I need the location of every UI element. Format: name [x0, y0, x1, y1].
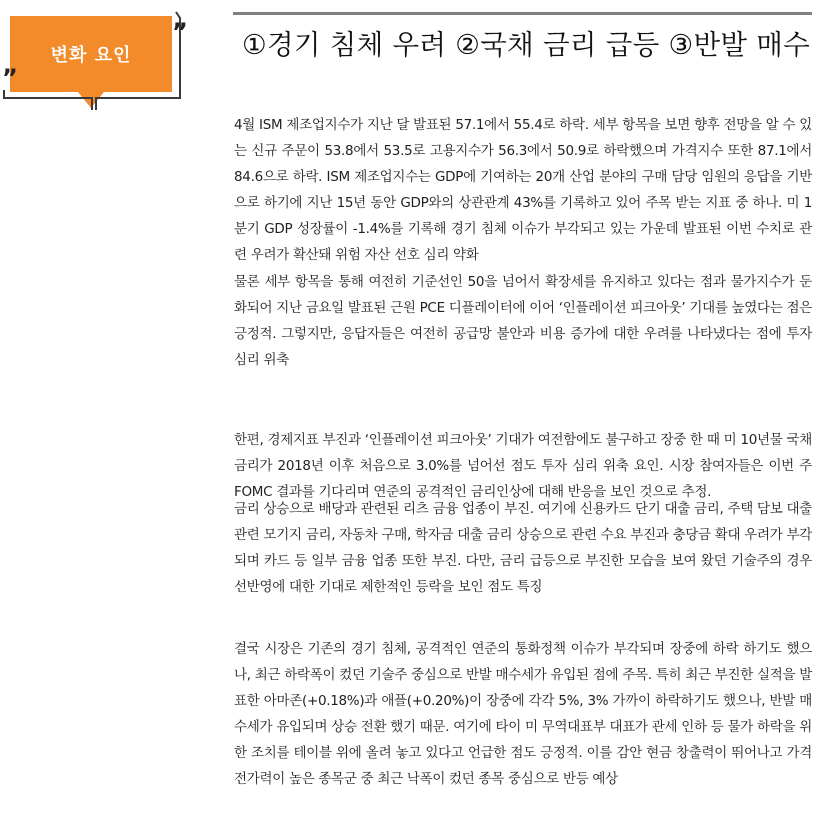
- callout-label: 변화 요인: [50, 45, 132, 66]
- close-quote-icon: ”: [172, 18, 188, 46]
- open-quote-icon: ”: [2, 64, 18, 92]
- paragraph-sentiment: 물론 세부 항목을 통해 여전히 기준선인 50을 넘어서 확장세를 유지하고 있다는 점과 물가지수가 둔화되어 지난 금요일 발표된 근원 PCE 디플레이터에 이어 ‘인플레이션 피크아웃’ 기대를 높였다는 점은 긍정적. 그렇지만, 응답자들은 여전히 공급망 불안과 비용 증가에 대한 우려를 나타냈다는 점에 투자 심리 위축: [234, 274, 812, 368]
- paragraph-rebound: 결국 시장은 기존의 경기 침체, 공격적인 연준의 통화정책 이슈가 부각되며 장중에 하락 하기도 했으나, 최근 하락폭이 컸던 기술주 중심으로 반발 매수세가 유입된 점에 주목. 특히 최근 부진한 실적을 발표한 아마존(+0.18%)과 애플(+0.20%)이 장중에 각각 5%, 3% 가까이 하락하기도 했으나, 반발 매수세가 유입되며 상승 전환 했기 때문. 여기에 타이 미 무역대표부 대표가 관세 인하 등 물가 하락을 위한 조치를 테이블 위에 올려 놓고 있다고 언급한 점도 긍정적. 이를 감안 현금 창출력이 뛰어나고 가격 전가력이 높은 종목군 중 최근 낙폭이 컸던 종목 중심으로 반등 예상: [234, 641, 812, 787]
- paragraph-ism: 4월 ISM 제조업지수가 지난 달 발표된 57.1에서 55.4로 하락. 세부 항목을 보면 향후 전망을 알 수 있는 신규 주문이 53.8에서 53.5로 고용지수가 56.3에서 50.9로 하락했으며 가격지수 또한 87.1에서 84.6으로 하락. ISM 제조업지수는 GDP에 기여하는 20개 산업 분야의 구매 담당 임원의 응답을 기반으로 하기에 지난 15년 동안 GDP와의 상관관계 43%를 기록하고 있어 주목 받는 지표 중 하나. 미 1분기 GDP 성장률이 -1.4%를 기록해 경기 침체 이슈가 부각되고 있는 가운데 발표된 이번 수치로 관련 우려가 확산돼 위험 자산 선호 심리 약화: [234, 117, 812, 263]
- heading-rule: [233, 12, 812, 15]
- section-heading: ①경기 침체 우려 ②국채 금리 급등 ③반발 매수: [242, 29, 810, 61]
- paragraph-treasury-yield: 한편, 경제지표 부진과 ‘인플레이션 피크아웃’ 기대가 여전함에도 불구하고 장중 한 때 미 10년물 국채 금리가 2018년 이후 처음으로 3.0%를 넘어선 점도 투자 심리 위축 요인. 시장 참여자들은 이번 주 FOMC 결과를 기다리며 연준의 공격적인 금리인상에 대해 반응을 보인 것으로 추정.: [234, 432, 812, 500]
- callout-badge: [0, 0, 200, 120]
- paragraph-financials: 금리 상승으로 배당과 관련된 리츠 금융 업종이 부진. 여기에 신용카드 단기 대출 금리, 주택 담보 대출 관련 모기지 금리, 자동차 구매, 학자금 대출 금리 상승으로 관련 수요 부진과 충당금 확대 우려가 부각되며 카드 등 일부 금융 업종 또한 부진. 다만, 금리 급등으로 부진한 모습을 보여 왔던 기술주의 경우 선반영에 대한 기대로 제한적인 등락을 보인 점도 특징: [234, 501, 812, 595]
